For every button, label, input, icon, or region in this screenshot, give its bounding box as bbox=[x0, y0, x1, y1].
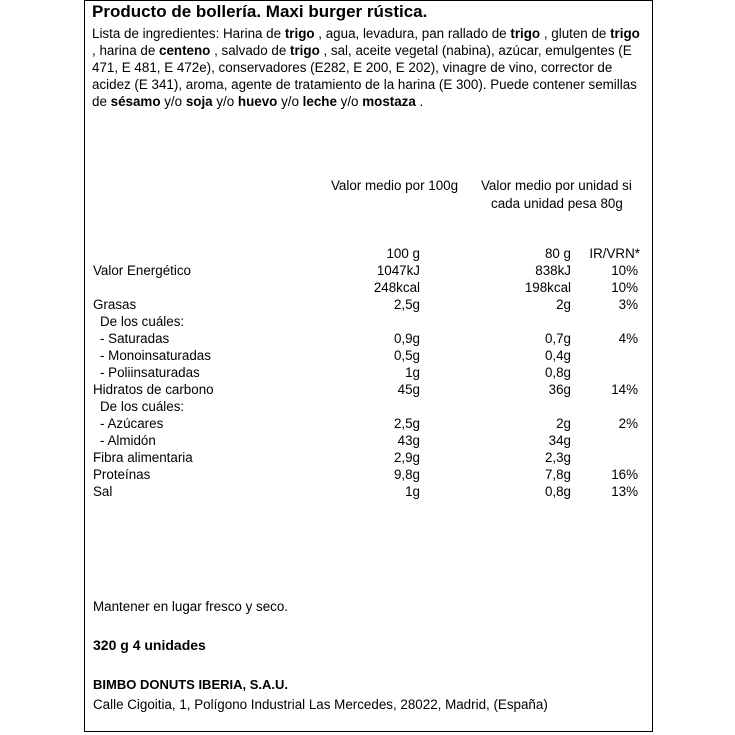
header-per-unit-line2: cada unidad pesa 80g bbox=[491, 196, 623, 211]
nutrition-row bbox=[0, 279, 735, 296]
nutrition-row bbox=[0, 449, 735, 466]
nutrient-label: De los cuáles: bbox=[100, 314, 185, 329]
column-headers bbox=[0, 245, 735, 262]
header-per-100g: Valor medio por 100g bbox=[331, 178, 459, 193]
allergen-text: leche bbox=[302, 94, 337, 109]
value-80g: 838kJ bbox=[535, 263, 571, 278]
allergen-text: trigo bbox=[284, 26, 315, 41]
allergen-text: trigo bbox=[290, 43, 320, 58]
value-80g: 0,7g bbox=[544, 331, 571, 346]
allergen-text: sésamo bbox=[110, 94, 161, 109]
nutrient-label: - Monoinsaturadas bbox=[100, 348, 211, 363]
nutrition-row bbox=[0, 466, 735, 483]
value-100g: 2,5g bbox=[393, 297, 420, 312]
nutrient-label: Valor Energético bbox=[93, 263, 192, 278]
nutrition-row bbox=[0, 262, 735, 279]
value-ir: 16% bbox=[611, 467, 638, 482]
value-100g: 9,8g bbox=[393, 467, 420, 482]
col-100g-header: 100 g bbox=[386, 246, 420, 261]
value-80g: 7,8g bbox=[544, 467, 571, 482]
value-80g: 36g bbox=[548, 382, 571, 397]
nutrient-label: - Saturadas bbox=[100, 331, 170, 346]
value-100g: 2,9g bbox=[393, 450, 420, 465]
storage-note: Mantener en lugar fresco y seco. bbox=[93, 599, 289, 614]
ingredient-text: , sal, aceite vegetal (nabina), azúcar, emulgentes (E 471, E 481, E 472e), conservadores (E282, E 200, E 202), vinagre de vino, corrector de acidez (E 341), aroma, agente de tratamiento de la harina (E 300). Puede contener semillas de bbox=[92, 43, 637, 109]
header-per-unit-line1: Valor medio por unidad si bbox=[481, 178, 632, 193]
value-ir: 10% bbox=[611, 263, 638, 278]
value-100g: 45g bbox=[397, 382, 420, 397]
value-80g: 34g bbox=[548, 433, 571, 448]
nutrient-label: - Poliinsaturadas bbox=[100, 365, 200, 380]
value-80g: 2,3g bbox=[544, 450, 571, 465]
ingredient-text: y/o bbox=[336, 94, 363, 109]
value-ir: 14% bbox=[611, 382, 638, 397]
value-100g: 2,5g bbox=[393, 416, 420, 431]
nutrition-row bbox=[0, 330, 735, 347]
ingredients-list bbox=[92, 25, 647, 110]
nutrition-row bbox=[0, 347, 735, 364]
value-100g: 1g bbox=[405, 484, 420, 499]
value-ir: 4% bbox=[618, 331, 638, 346]
company-name: BIMBO DONUTS IBERIA, S.A.U. bbox=[93, 677, 289, 692]
value-ir: 10% bbox=[611, 280, 638, 295]
nutrition-row bbox=[0, 415, 735, 432]
value-100g: 0,5g bbox=[393, 348, 420, 363]
nutrient-label: De los cuáles: bbox=[100, 399, 185, 414]
col-80g-header: 80 g bbox=[544, 246, 571, 261]
value-100g: 1g bbox=[405, 365, 420, 380]
nutrition-row bbox=[0, 381, 735, 398]
nutrient-label: Sal bbox=[93, 484, 113, 499]
nutrition-row bbox=[0, 483, 735, 500]
nutrient-label: - Almidón bbox=[100, 433, 156, 448]
nutrition-row bbox=[0, 313, 735, 330]
ingredient-text: , gluten de bbox=[540, 26, 611, 41]
value-80g: 0,4g bbox=[544, 348, 571, 363]
value-ir: 13% bbox=[611, 484, 638, 499]
ingredient-text: y/o bbox=[277, 94, 303, 109]
ingredient-text: , harina de bbox=[92, 43, 159, 58]
allergen-text: trigo bbox=[610, 26, 640, 41]
nutrition-row bbox=[0, 364, 735, 381]
nutrient-label: Proteínas bbox=[93, 467, 151, 482]
value-80g: 198kcal bbox=[524, 280, 571, 295]
value-100g: 248kcal bbox=[373, 280, 420, 295]
allergen-text: soja bbox=[185, 94, 213, 109]
ingredient-text: Lista de ingredientes: Harina de bbox=[92, 26, 285, 41]
value-ir: 3% bbox=[618, 297, 638, 312]
nutrient-label: - Azúcares bbox=[100, 416, 164, 431]
ingredient-text: . bbox=[415, 94, 424, 109]
nutrient-label: Grasas bbox=[93, 297, 137, 312]
value-80g: 0,8g bbox=[544, 365, 571, 380]
ingredient-text: , agua, levadura, pan rallado de bbox=[314, 26, 511, 41]
nutrient-label: Fibra alimentaria bbox=[93, 450, 193, 465]
ingredient-text: , salvado de bbox=[210, 43, 290, 58]
value-100g: 1047kJ bbox=[376, 263, 420, 278]
value-ir: 2% bbox=[618, 416, 638, 431]
allergen-text: mostaza bbox=[362, 94, 416, 109]
nutrition-row bbox=[0, 432, 735, 449]
nutrition-row bbox=[0, 296, 735, 313]
allergen-text: huevo bbox=[237, 94, 278, 109]
nutrition-row bbox=[0, 398, 735, 415]
net-weight: 320 g 4 unidades bbox=[93, 637, 206, 653]
allergen-text: centeno bbox=[159, 43, 211, 58]
ingredient-text: y/o bbox=[212, 94, 238, 109]
col-ir-header: IR/VRN* bbox=[589, 246, 640, 261]
value-80g: 2g bbox=[556, 416, 571, 431]
value-100g: 0,9g bbox=[393, 331, 420, 346]
allergen-text: trigo bbox=[510, 26, 541, 41]
ingredient-text: y/o bbox=[160, 94, 186, 109]
company-address: Calle Cigoitia, 1, Polígono Industrial Las Mercedes, 28022, Madrid, (España) bbox=[93, 697, 548, 712]
nutrient-label: Hidratos de carbono bbox=[93, 382, 214, 397]
value-80g: 2g bbox=[556, 297, 571, 312]
product-title: Producto de bollería. Maxi burger rústica. bbox=[92, 2, 428, 21]
value-100g: 43g bbox=[397, 433, 420, 448]
value-80g: 0,8g bbox=[544, 484, 571, 499]
